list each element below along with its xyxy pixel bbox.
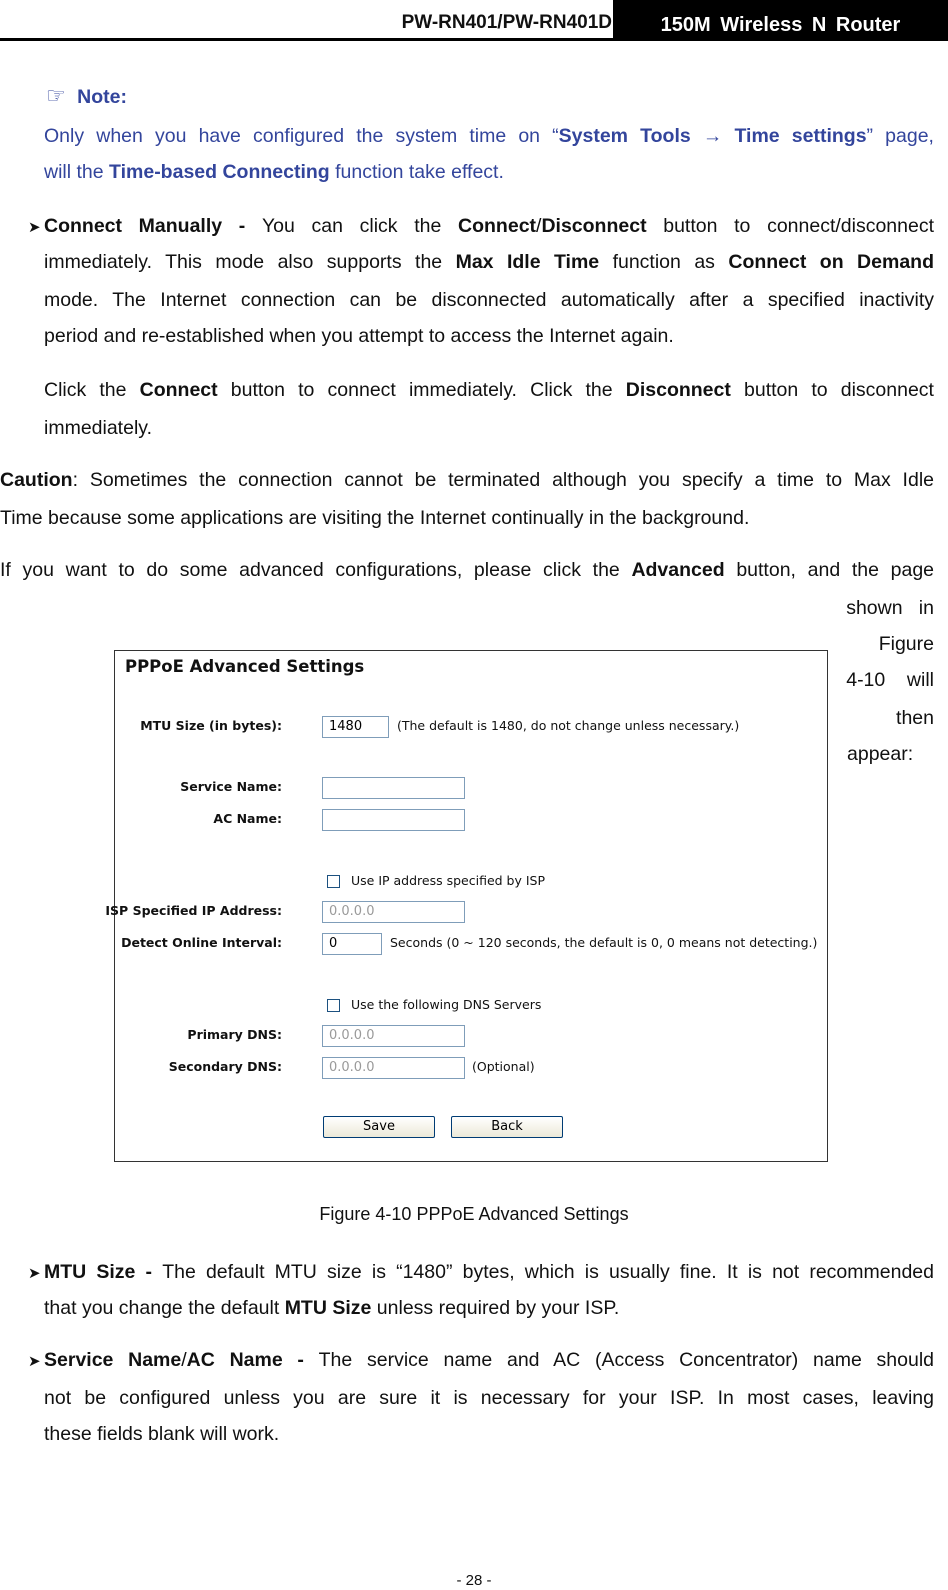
service-name-label: Service Name: [180,779,282,794]
mtu-size-hint: (The default is 1480, do not change unless necessary.) [397,718,740,733]
connect-manually-line-5: Click the Connect button to connect immediately. Click the Disconnect button to disconnect [44,379,934,401]
note-title: Note: [77,86,127,108]
use-dns-checkbox[interactable] [327,999,340,1012]
mtu-size-label: MTU Size (in bytes): [140,718,282,733]
ac-name-input[interactable] [322,809,465,831]
mtu-size-input[interactable]: 1480 [322,716,389,738]
secondary-dns-label: Secondary DNS: [168,1059,282,1074]
bullet-arrow-icon: ➤ [28,1265,41,1282]
use-isp-ip-label: Use IP address specified by ISP [351,873,546,888]
header-model: PW-RN401/PW-RN401D [401,12,612,33]
pointing-hand-icon: ☞ [46,83,66,108]
primary-dns-input[interactable]: 0.0.0.0 [322,1025,465,1047]
caution-line-1: Caution: Sometimes the connection cannot be terminated although you specify a time to Max Idle [0,469,934,491]
secondary-dns-input[interactable]: 0.0.0.0 [322,1057,465,1079]
page-number: - 28 - [456,1572,492,1589]
primary-dns-label: Primary DNS: [187,1027,282,1042]
save-button[interactable]: Save [323,1116,435,1138]
service-item-line-1: Service Name/AC Name - The service name and AC (Access Concentrator) name should [44,1349,935,1371]
connect-manually-line-2: immediately. This mode also supports the Max Idle Time function as Connect on Demand [44,251,934,273]
back-button[interactable]: Back [451,1116,563,1138]
use-dns-label: Use the following DNS Servers [351,997,542,1012]
pppoe-advanced-settings-figure [105,650,828,1162]
figure-caption: Figure 4-10 PPPoE Advanced Settings [319,1204,629,1224]
advanced-para-side-5: appear: [847,743,914,765]
advanced-para-side-3: 4-10 will [846,669,934,691]
header-rule [0,38,948,41]
isp-ip-input[interactable]: 0.0.0.0 [322,901,465,923]
ac-name-label: AC Name: [213,811,282,826]
note-line-1: Only when you have configured the system time on “System Tools → Time settings” page, [44,125,934,147]
secondary-dns-hint: (Optional) [472,1059,535,1074]
header-product: 150M Wireless N Router [613,0,948,41]
note-heading [46,84,127,109]
detect-interval-label: Detect Online Interval: [121,935,282,950]
isp-ip-label: ISP Specified IP Address: [105,903,282,918]
advanced-para-line-1: If you want to do some advanced configurations, please click the Advanced button, and the page [0,559,935,581]
detect-interval-input[interactable]: 0 [322,933,382,955]
use-isp-ip-checkbox[interactable] [327,875,340,888]
connect-manually-line-1: Connect Manually - You can click the Connect/Disconnect button to connect/disconnect [44,215,935,237]
advanced-para-side-2: Figure [878,633,934,655]
note-line-2: will the Time-based Connecting function take effect. [44,161,504,183]
connect-manually-line-6: immediately. [44,417,153,439]
advanced-para-side-1: shown in [846,597,934,619]
caution-line-2: Time because some applications are visiting the Internet continually in the background. [0,507,750,529]
bullet-arrow-icon: ➤ [28,219,41,236]
service-item-line-2: not be configured unless you are sure it is necessary for your ISP. In most cases, leaving [44,1387,934,1409]
service-item-line-3: these fields blank will work. [44,1423,280,1445]
mtu-item-line-2: that you change the default MTU Size unless required by your ISP. [44,1297,620,1319]
service-name-input[interactable] [322,777,465,799]
figure-title: PPPoE Advanced Settings [125,657,365,676]
connect-manually-line-3: mode. The Internet connection can be disconnected automatically after a specified inactivity [44,289,934,311]
mtu-item-line-1: MTU Size - The default MTU size is “1480” bytes, which is usually fine. It is not recommended [44,1261,934,1283]
connect-manually-line-4: period and re-established when you attempt to access the Internet again. [44,325,674,347]
detect-interval-hint: Seconds (0 ~ 120 seconds, the default is 0, 0 means not detecting.) [390,935,818,950]
bullet-arrow-icon: ➤ [28,1353,41,1370]
advanced-para-side-4: then [896,707,934,729]
